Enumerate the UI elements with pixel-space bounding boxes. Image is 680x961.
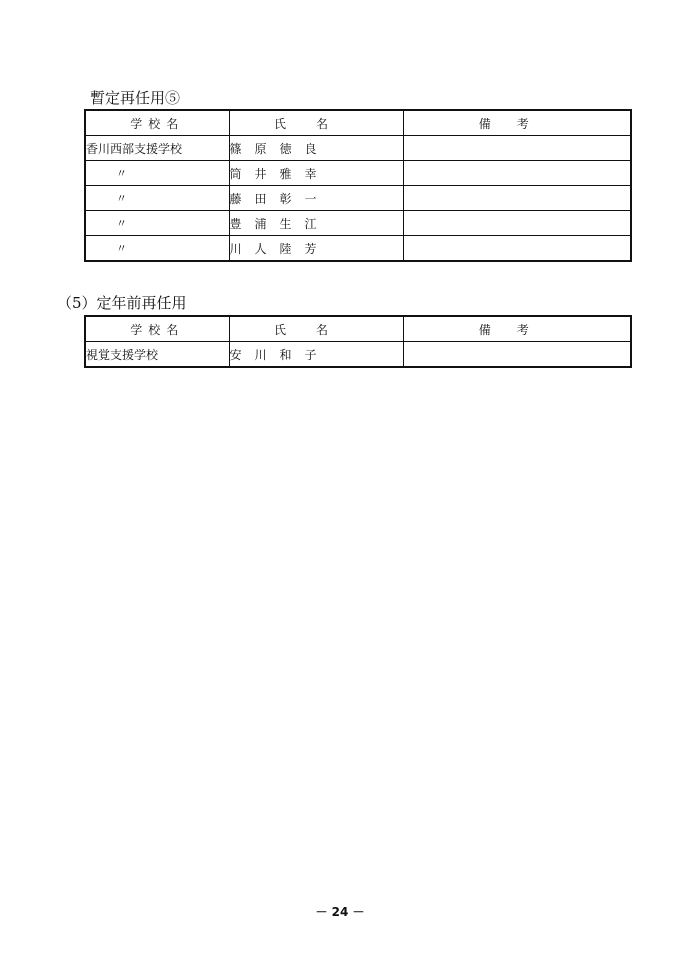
note-cell <box>403 161 631 186</box>
note-cell <box>403 186 631 211</box>
page-number: － 24 － <box>315 905 365 919</box>
note-cell <box>403 236 631 262</box>
note-cell <box>403 342 631 368</box>
note-cell <box>403 211 631 236</box>
name-cell: 筒井雅幸 <box>229 161 403 186</box>
name-cell: 篠原徳良 <box>229 136 403 161</box>
school-cell: 〃 <box>85 161 229 186</box>
table-header-row <box>85 316 631 342</box>
school-cell: 視覚支援学校 <box>85 342 229 368</box>
column-header-note: 備考 <box>403 316 631 342</box>
table-row <box>85 136 631 161</box>
column-header-name: 氏名 <box>229 110 403 136</box>
column-header-name: 氏名 <box>229 316 403 342</box>
name-cell: 川人陸芳 <box>229 236 403 262</box>
table-row <box>85 186 631 211</box>
table-row <box>85 161 631 186</box>
pre-retirement-reappointment-table <box>84 315 632 368</box>
section-title-provisional-reappointment: 暫定再任用⑤ <box>90 89 181 107</box>
section-title-pre-retirement-reappointment: （5）定年前再任用 <box>57 294 187 312</box>
table-row <box>85 342 631 368</box>
column-header-note: 備考 <box>403 110 631 136</box>
column-header-school: 学校名 <box>85 316 229 342</box>
table-row <box>85 211 631 236</box>
table-header-row <box>85 110 631 136</box>
name-cell: 安川和子 <box>229 342 403 368</box>
school-cell: 〃 <box>85 211 229 236</box>
name-cell: 豊浦生江 <box>229 211 403 236</box>
name-cell: 藤田彰一 <box>229 186 403 211</box>
school-cell: 〃 <box>85 236 229 262</box>
school-cell: 〃 <box>85 186 229 211</box>
table-row <box>85 236 631 262</box>
note-cell <box>403 136 631 161</box>
provisional-reappointment-table <box>84 109 632 262</box>
column-header-school: 学校名 <box>85 110 229 136</box>
school-cell: 香川西部支援学校 <box>85 136 229 161</box>
